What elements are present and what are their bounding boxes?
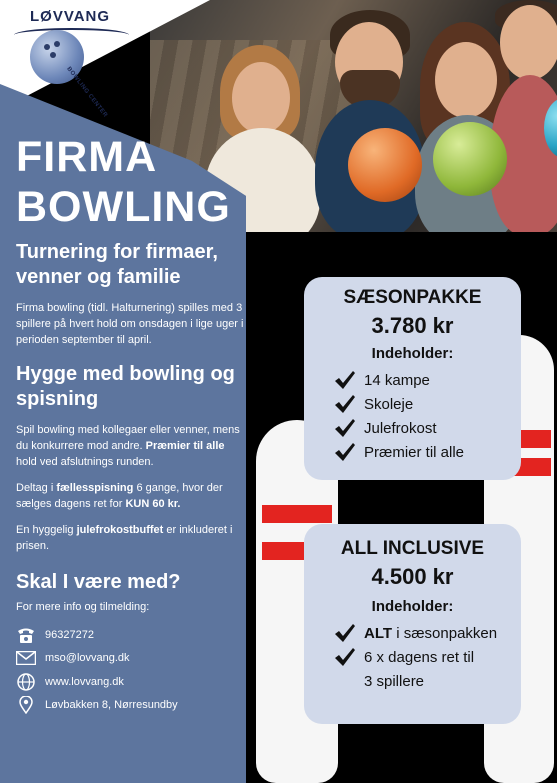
check-icon (334, 418, 356, 438)
contact-phone[interactable]: 96327272 (16, 623, 246, 647)
phone-icon (16, 626, 36, 644)
logo-name: LØVVANG (30, 8, 111, 25)
paragraph-2: Deltag i fællesspisning 6 gange, hvor der sælges dagens ret for KUN 60 kr. (16, 482, 223, 510)
offer-title: ALL INCLUSIVE (340, 538, 485, 559)
list-item: Julefrokost (334, 416, 521, 440)
panel-content (16, 132, 246, 717)
logo-subtitle: BOWLING CENTER (65, 66, 109, 119)
page-title: FIRMA BOWLING (16, 133, 231, 231)
green-ball (433, 122, 507, 196)
list-item: 14 kampe (334, 368, 521, 392)
offer-price: 4.500 kr (371, 564, 454, 589)
list-item: Skoleje (334, 392, 521, 416)
mail-icon (16, 649, 36, 667)
list-item: ALT i sæsonpakken (334, 621, 521, 645)
paragraph-1: Spil bowling med kollegaer eller venner, mens du konkurrere mod andre. Præmier til alle hold ved afslutnings runden. (16, 424, 240, 468)
list-item: Præmier til alle (334, 440, 521, 464)
location-pin-icon (16, 696, 36, 714)
orange-ball (348, 128, 422, 202)
offer-title: SÆSONPAKKE (343, 287, 482, 308)
includes-label: Indeholder: (371, 345, 454, 362)
offer-saesonpakke (304, 277, 521, 480)
includes-label: Indeholder: (371, 598, 454, 615)
list-item: 6 x dagens ret til (334, 645, 521, 669)
check-icon (334, 647, 356, 667)
check-icon (334, 623, 356, 643)
tagline: Turnering for firmaer, venner og familie (16, 241, 218, 288)
check-icon (334, 394, 356, 414)
check-icon (334, 370, 356, 390)
offer-all-inclusive (304, 524, 521, 724)
globe-icon (16, 673, 36, 691)
signup-heading: Skal I være med? (16, 571, 181, 593)
check-icon (334, 442, 356, 462)
intro-text: Firma bowling (tidl. Halturnering) spilles med 3 spillere på hvert hold om onsdagen i lige uger i perioden september til april. (16, 302, 244, 346)
offer-price: 3.780 kr (371, 313, 454, 338)
contact-email[interactable]: mso@lovvang.dk (16, 647, 246, 671)
signup-subtext: For mere info og tilmelding: (16, 601, 150, 613)
contact-address[interactable]: Løvbakken 8, Nørresundby (16, 694, 246, 718)
logo (14, 8, 134, 119)
list-item-continued: 3 spillere (364, 672, 425, 690)
section-heading: Hygge med bowling og spisning (16, 363, 235, 410)
contact-website[interactable]: www.lovvang.dk (16, 670, 246, 694)
paragraph-3: En hyggelig julefrokostbuffet er inkluderet i prisen. (16, 524, 233, 552)
